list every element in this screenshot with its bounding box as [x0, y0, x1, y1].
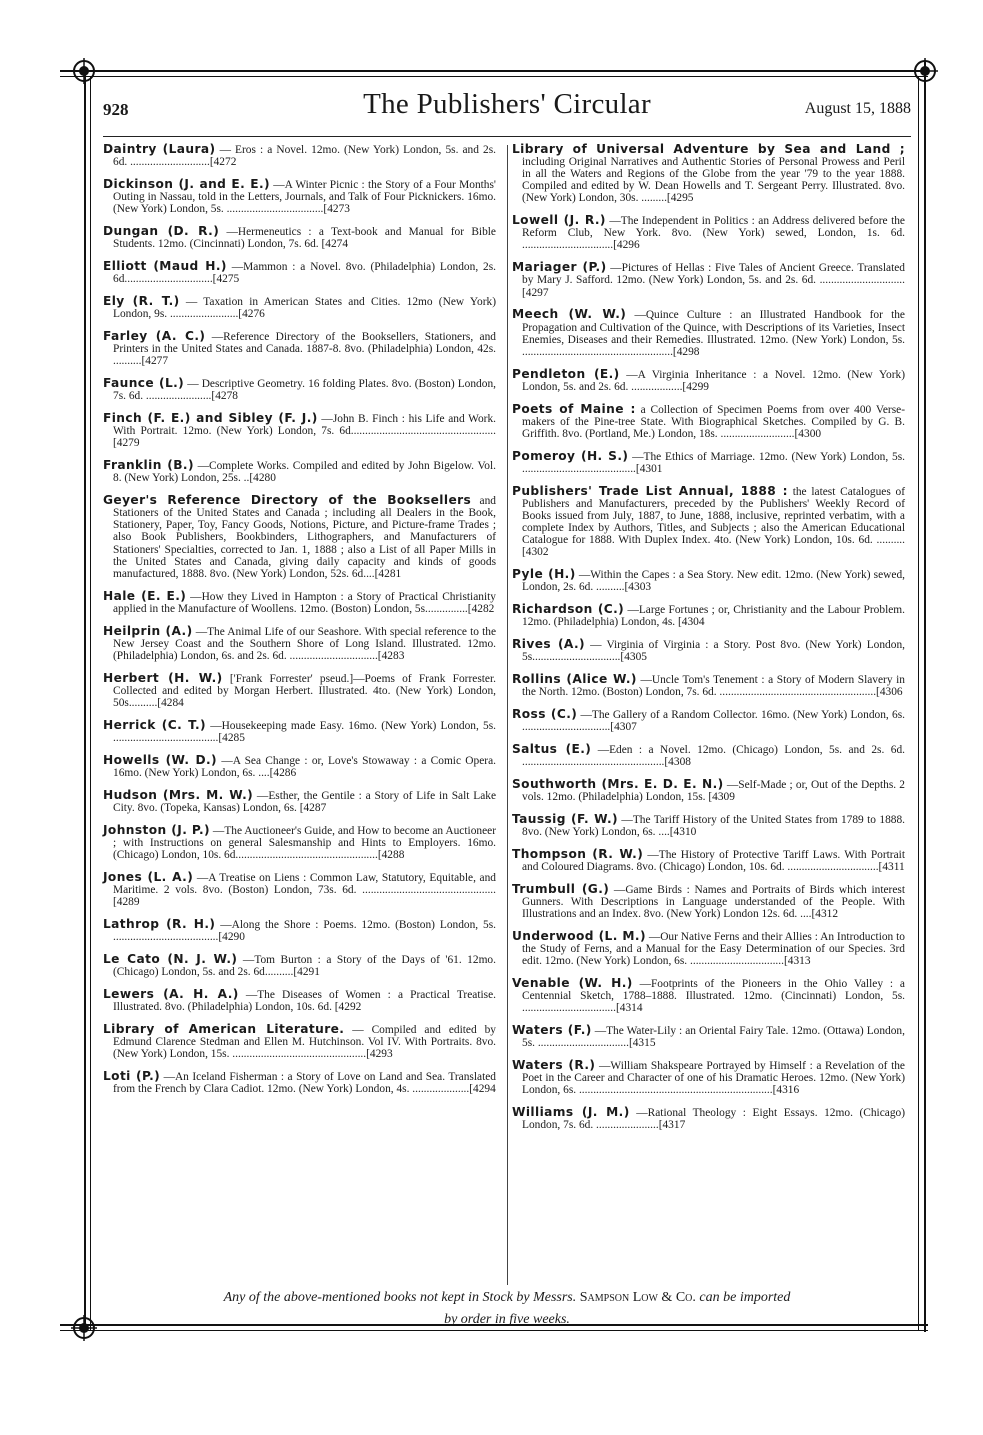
- footer-line-1: Any of the above-mentioned books not kept in Stock by Messrs. Sampson Low & Co. can be imported: [223, 1290, 791, 1305]
- entry-description: —Housekeeping made Easy. 16mo. (New York) London, 5s. .....................................[4285: [113, 719, 496, 744]
- entry-description: —Within the Capes : a Sea Story. New edit. 12mo. (New York) sewed, London, 2s. 6d. ..........[4303: [522, 569, 905, 594]
- entry-author: Heilprin (A.): [103, 623, 193, 638]
- entry-description: —Hermeneutics : a Text-book and Manual for Bible Students. 12mo. (Cincinnati) London, 7s. 6d. [4274: [113, 226, 496, 251]
- entry-description: —A Winter Picnic : the Story of a Four Months' Outing in Nassau, told in the Letters, Journals, and Talk of Four Picknickers. 16mo. (New York) London, 5s. ..................................[4273: [113, 178, 496, 216]
- entry-author: Hale (E. E.): [103, 588, 187, 603]
- entry-description: —Quince Culture : an Illustrated Handbook for the Propagation and Cultivation of the Quince, with Descriptions of its Varieties, Insect Enemies, Diseases and their Remedies. Illustrated. 12mo. (New York) London, 5s. .....................................................[4298: [522, 309, 905, 358]
- footer-note: [103, 1287, 911, 1331]
- entry-description: including Original Narratives and Authentic Stories of Personal Prowess and Peril in all the Waters and Regions of the Globe from the year '79 to the year 1888. Compiled and edited by W. Dean Howells and T. Sergeant Perry. Illustrated. 8vo. (New York) London, 30s. .........[4295: [522, 156, 905, 205]
- footer-line-2: by order in five weeks.: [444, 1312, 570, 1327]
- entry-author: Pomeroy (H. S.): [512, 448, 629, 463]
- catalogue-entry: [103, 1070, 496, 1095]
- entry-author: Ely (R. T.): [103, 294, 180, 309]
- catalogue-entry: [512, 848, 905, 873]
- catalogue-entry: [103, 719, 496, 744]
- catalogue-entry: [512, 603, 905, 628]
- entry-description: —Esther, the Gentile : a Story of Life in Salt Lake City. 8vo. (Topeka, Kansas) London, 6s. [4287: [113, 789, 496, 814]
- entry-description: —The Tariff History of the United States from 1789 to 1888. 8vo. (New York) London, 6s. ....[4310: [522, 813, 906, 838]
- corner-ornament-icon: [912, 58, 938, 84]
- entry-author: Ross (C.): [512, 706, 578, 721]
- entry-author: Waters (F.): [512, 1023, 592, 1038]
- entry-author: Williams (J. M.): [512, 1105, 630, 1120]
- entry-description: —Mammon : a Novel. 8vo. (Philadelphia) London, 2s. 6d...............................[4275: [113, 261, 496, 286]
- entry-description: —Reference Directory of the Booksellers, Stationers, and Printers in the United States and Canada. 1887-8. 8vo. (Philadelphia) London, 42s. ..........[4277: [113, 331, 496, 368]
- entry-author: Dungan (D. R.): [103, 224, 220, 239]
- entry-description: —The Diseases of Women : a Practical Treatise. Illustrated. 8vo. (Philadelphia) London, 10s. 6d. [4292: [113, 988, 496, 1013]
- catalogue-entry: [512, 214, 905, 251]
- entry-author: Saltus (E.): [512, 741, 592, 756]
- entry-author: Finch (F. E.) and Sibley (F. J.): [103, 411, 318, 426]
- page-number: 928: [103, 100, 129, 119]
- entry-author: Johnston (J. P.): [103, 822, 211, 837]
- catalogue-entry: [512, 261, 905, 298]
- corner-ornament-icon: [71, 1315, 97, 1341]
- entry-author: Howells (W. D.): [103, 752, 218, 767]
- right-border-rule: [924, 60, 926, 1332]
- page-title: The Publishers' Circular: [363, 88, 651, 120]
- catalogue-entry: [512, 1059, 905, 1096]
- entry-description: —How they Lived in Hampton : a Story of Practical Christianity applied in the Manufacture of Woollens. 12mo. (Boston) London, 5s...............[4282: [113, 590, 496, 615]
- entry-description: —Rational Theology : Eight Essays. 12mo. (Chicago) London, 7s. 6d. ......................[4317: [522, 1107, 906, 1132]
- entry-description: —Tom Burton : a Story of the Days of '61. 12mo. (Chicago) London, 5s. and 2s. 6d..........[4291: [113, 953, 496, 978]
- catalogue-entry: [103, 789, 496, 814]
- catalogue-entry: [103, 953, 496, 978]
- catalogue-entry: [103, 1023, 496, 1060]
- entry-author: Rives (A.): [512, 636, 585, 651]
- entry-description: —Our Native Ferns and their Allies : An Introduction to the Study of Ferns, and a Manual for the Easy Determination of our Species. 3rd edit. 12mo. (New York) London, 6s. .................................[4313: [522, 930, 905, 968]
- entry-description: —The Auctioneer's Guide, and How to become an Auctioneer ; with Instructions on general Salesmanship and Hints to Employers. 16mo. (Chicago) London, 10s. 6d..................................................[4288: [113, 824, 496, 861]
- entry-author: Rollins (Alice W.): [512, 671, 637, 686]
- entry-description: —The History of Protective Tariff Laws. With Portrait and Coloured Diagrams. 8vo. (Chicago) London, 10s. 6d. ................................[4311: [522, 848, 905, 873]
- entry-description: — Virginia of Virginia : a Story. Post 8vo. (New York) London, 5s...............................[4305: [522, 638, 905, 664]
- catalogue-entry: [103, 494, 496, 580]
- catalogue-entry: [512, 1106, 905, 1131]
- catalogue-entry: [103, 412, 496, 449]
- entry-author: Dickinson (J. and E. E.): [103, 176, 270, 191]
- entry-author: Geyer's Reference Directory of the Booksellers: [103, 493, 472, 508]
- entry-author: Venable (W. H.): [512, 976, 633, 991]
- entry-author: Daintry (Laura): [103, 142, 216, 156]
- catalogue-entry: [103, 918, 496, 943]
- corner-ornament-icon: [71, 58, 97, 84]
- header-rule: [103, 136, 911, 137]
- catalogue-entry: [512, 403, 905, 440]
- entry-description: —Uncle Tom's Tenement : a Story of Modern Slavery in the North. 12mo. (Boston) London, 7s. 6d. .......................................................[4306: [522, 673, 905, 699]
- entry-description: — Eros : a Novel. 12mo. (New York) London, 5s. and 2s. 6d. ............................[4272: [113, 144, 496, 169]
- entry-author: Library of American Literature.: [103, 1021, 345, 1036]
- page-header: [103, 88, 911, 128]
- entry-description: —The Gallery of a Random Collector. 16mo. (New York) London, 6s. ...............................[4307: [522, 708, 905, 734]
- entry-author: Hudson (Mrs. M. W.): [103, 787, 254, 802]
- entry-description: the latest Catalogues of Publishers and Manufacturers, preceded by the Publishers' Weekly Record of Books issued from July, 1887, to June, 1888, inclusive, reprinted verbatim, with a complete Index by Authors, Titles, and Subjects ; also the American Educational Catalogue for 1888. With Duplex Index. 4to. (New York) London, 10s. 6d. ..........[4302: [522, 485, 905, 559]
- issue-date: August 15, 1888: [804, 100, 911, 117]
- entry-description: —A Virginia Inheritance : a Novel. 12mo. (New York) London, 5s. and 2s. 6d. ..................[4299: [522, 368, 906, 393]
- column-divider: [507, 145, 508, 1285]
- catalogue-entry: [512, 485, 905, 559]
- entry-description: —The Ethics of Marriage. 12mo. (New York) London, 5s. ........................................[4301: [522, 450, 905, 475]
- top-border-rule-inner: [60, 76, 928, 77]
- entry-description: —Game Birds : Names and Portraits of Birds which interest Gunners. With Descriptions in Language understanded of the People. With Illustrations and an Index. 8vo. (New York) London 12s. 6d. ....[4312: [522, 883, 905, 921]
- right-border-rule-inner: [918, 76, 919, 1330]
- catalogue-entry: [103, 260, 496, 285]
- entry-description: —An Iceland Fisherman : a Story of Love on Land and Sea. Translated from the French by Clara Cadiot. 12mo. (New York) London, 4s. ....................[4294: [113, 1070, 496, 1095]
- catalogue-entry: [512, 930, 905, 967]
- entry-author: Lathrop (R. H.): [103, 916, 216, 931]
- catalogue-entry: [512, 778, 905, 803]
- entry-author: Herrick (C. T.): [103, 717, 206, 732]
- left-column: [103, 143, 496, 1105]
- catalogue-entry: [512, 708, 905, 733]
- entry-author: Pendleton (E.): [512, 366, 620, 381]
- entry-author: Faunce (L.): [103, 376, 185, 391]
- entry-author: Loti (P.): [103, 1068, 161, 1083]
- entry-description: —The Water-Lily : an Oriental Fairy Tale. 12mo. (Ottawa) London, 5s. ................................[4315: [522, 1025, 905, 1050]
- catalogue-entry: [103, 625, 496, 662]
- catalogue-entry: [103, 590, 496, 615]
- entry-author: Trumbull (G.): [512, 881, 610, 896]
- entry-description: a Collection of Specimen Poems from over 400 Verse-makers of the Pine-tree State. With Biographical Sketches. Compiled by G. B. Griffith. 8vo. (Portland, Me.) London, 18s. ..........................[4300: [522, 403, 905, 440]
- entry-description: —Footprints of the Pioneers in the Ohio Valley : a Centennial Sketch, 1788–1888. Illustrated. 12mo. (Cincinnati) London, 5s. .................................[4314: [522, 978, 905, 1015]
- catalogue-entry: [512, 743, 905, 768]
- entry-description: —A Treatise on Liens : Common Law, Statutory, Equitable, and Maritime. 2 vols. 8vo. (Boston) London, 73s. 6d. ...............................................[4289: [113, 871, 496, 908]
- catalogue-entry: [512, 977, 905, 1014]
- entry-author: Elliott (Maud H.): [103, 259, 227, 274]
- entry-description: —Large Fortunes ; or, Christianity and the Labour Problem. 12mo. (Philadelphia) London, 4s. [4304: [522, 603, 905, 629]
- catalogue-entry: [512, 450, 905, 475]
- left-border-rule-inner: [90, 76, 91, 1330]
- catalogue-entry: [103, 871, 496, 908]
- catalogue-entry: [103, 377, 496, 402]
- entry-description: —William Shakspeare Portrayed by Himself : a Revelation of the Poet in the Career and Character of one of his Dramatic Heroes. 12mo. (New York) London, 6s. ....................................................................[4316: [522, 1060, 905, 1097]
- entry-description: —Self-Made ; or, Out of the Depths. 2 vols. 12mo. (Philadelphia) London, 15s. [4309: [522, 778, 905, 803]
- entry-description: —The Independent in Politics : an Address delivered before the Reform Club, New York. 8vo. (New York) sewed, London, 1s. 6d. ................................[4296: [522, 215, 905, 252]
- entry-author: Herbert (H. W.): [103, 670, 223, 685]
- left-border-rule: [84, 70, 86, 1332]
- firm-name: Sampson Low & Co.: [579, 1290, 696, 1305]
- catalogue-entry: [103, 988, 496, 1013]
- catalogue-entry: [103, 178, 496, 215]
- catalogue-entry: [512, 638, 905, 663]
- entry-description: — Compiled and edited by Edmund Clarence Stedman and Ellen M. Hutchinson. Vol IV. With Portraits. 8vo. (New York) London, 15s. ...............................................[4293: [113, 1023, 496, 1060]
- entry-description: —Complete Works. Compiled and edited by John Bigelow. Vol. 8. (New York) London, 25s. ..[4280: [113, 460, 496, 485]
- entry-author: Richardson (C.): [512, 601, 625, 616]
- entry-description: —Along the Shore : Poems. 12mo. (Boston) London, 5s. .....................................[4290: [113, 918, 496, 943]
- entry-description: —A Sea Change : or, Love's Stowaway : a Comic Opera. 16mo. (New York) London, 6s. ....[4286: [113, 754, 496, 779]
- catalogue-entry: [103, 754, 496, 779]
- entry-author: Poets of Maine :: [512, 401, 636, 416]
- catalogue-entry: [103, 824, 496, 861]
- entry-author: Underwood (L. M.): [512, 928, 646, 943]
- entry-author: Farley (A. C.): [103, 329, 206, 344]
- entry-description: —John B. Finch : his Life and Work. With Portrait. 12mo. (New York) London, 7s. 6d...................................................[4279: [113, 413, 496, 450]
- entry-author: Waters (R.): [512, 1058, 596, 1073]
- entry-author: Library of Universal Adventure by Sea and Land ;: [512, 142, 905, 156]
- entry-author: Franklin (B.): [103, 458, 194, 473]
- entry-author: Le Cato (N. J. W.): [103, 951, 238, 966]
- catalogue-entry: [512, 308, 905, 357]
- entry-description: — Taxation in American States and Cities. 12mo (New York) London, 9s. ........................[4276: [113, 296, 496, 321]
- entry-author: Lowell (J. R.): [512, 213, 606, 228]
- entry-description: —Eden : a Novel. 12mo. (Chicago) London, 5s. and 2s. 6d. ..................................................[4308: [522, 743, 905, 769]
- right-column: [512, 143, 905, 1141]
- entry-description: — Descriptive Geometry. 16 folding Plates. 8vo. (Boston) London, 7s. 6d. .......................[4278: [113, 378, 496, 403]
- catalogue-entry: [512, 1024, 905, 1049]
- top-border-rule: [60, 70, 928, 72]
- catalogue-entry: [103, 330, 496, 367]
- entry-description: and Stationers of the United States and Canada ; including all Dealers in the Book, Stationery, Paper, Toy, Fancy Goods, Notions, Picture, and Picture-frame Trades ; also Book Publishers, Bookbinders, Lithographers, and Manufacturers of Stationers' Specialties, corrected to Jan. 1, 1888 ; also a List of all Paper Mills in the United States and Canada, giving daily capacity and kinds of goods manufactured, 1888. 8vo. (New York) London, 52s. 6d....[4281: [113, 495, 496, 580]
- catalogue-entry: [512, 673, 905, 698]
- entry-author: Pyle (H.): [512, 567, 576, 581]
- entry-author: Lewers (A. H. A.): [103, 986, 239, 1001]
- catalogue-entry: [512, 143, 905, 204]
- entry-author: Mariager (P.): [512, 260, 607, 275]
- entry-author: Publishers' Trade List Annual, 1888 :: [512, 483, 788, 498]
- catalogue-entry: [512, 883, 905, 920]
- catalogue-entry: [512, 568, 905, 593]
- entry-author: Meech (W. W.): [512, 307, 627, 322]
- catalogue-entry: [103, 295, 496, 320]
- entry-author: Jones (L. A.): [103, 869, 194, 884]
- catalogue-entry: [103, 672, 496, 709]
- catalogue-entry: [103, 459, 496, 484]
- entry-description: —Pictures of Hellas : Five Tales of Ancient Greece. Translated by Mary J. Safford. 12mo. (New York) London, 5s. and 2s. 6d. ..............................[4297: [522, 262, 905, 299]
- catalogue-entry: [103, 143, 496, 168]
- catalogue-entry: [512, 813, 905, 838]
- catalogue-entry: [512, 368, 905, 393]
- entry-description: ['Frank Forrester' pseud.]—Poems of Frank Forrester. Collected and edited by Morgan Herbert. Illustrated. 4to. (New York) London, 50s..........[4284: [113, 672, 496, 709]
- entry-author: Taussig (F. W.): [512, 811, 619, 826]
- entry-description: —The Animal Life of our Seashore. With special reference to the New Jersey Coast and the Southern Shore of Long Island. Illustrated. 12mo. (Philadelphia) London, 6s. and 2s. 6d. ...............................[4283: [113, 625, 496, 662]
- entry-author: Southworth (Mrs. E. D. E. N.): [512, 776, 724, 791]
- entry-author: Thompson (R. W.): [512, 846, 644, 861]
- catalogue-entry: [103, 225, 496, 250]
